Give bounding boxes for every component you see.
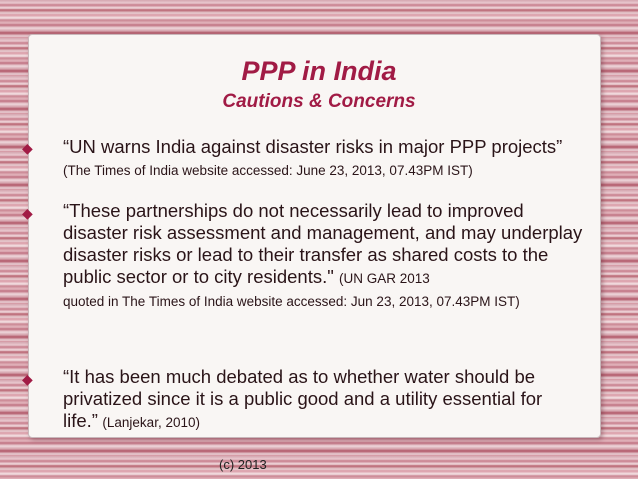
- bullet-2-quote-block: [63, 200, 583, 289]
- bullet-2-quote: “These partnerships do not necessarily lead to improved disaster risk assessment and management, and may underplay disaster risks or lead to their transfer as shared costs to the public sector or to city residents.": [63, 200, 583, 287]
- bullet-diamond-icon: ◆: [22, 205, 33, 221]
- bullet-1: [63, 136, 598, 181]
- bullet-2: [63, 200, 583, 312]
- bullet-diamond-icon: ◆: [22, 140, 33, 156]
- slide-title: PPP in India: [241, 56, 397, 86]
- bullet-3: [63, 366, 568, 433]
- bullet-3-quote: “It has been much debated as to whether water should be privatized since it is a public good and a utility essential for life.”: [63, 366, 543, 431]
- bullet-2-source: quoted in The Times of India website accessed: Jun 23, 2013, 07.43PM IST): [63, 294, 520, 309]
- bullet-3-source: (Lanjekar, 2010): [102, 415, 200, 430]
- slide-subtitle: Cautions & Concerns: [222, 91, 416, 112]
- footer-copyright: (c) 2013: [219, 457, 267, 472]
- bullet-1-source: (The Times of India website accessed: June 23, 2013, 07.43PM IST): [63, 163, 473, 178]
- bullet-1-quote: “UN warns India against disaster risks in major PPP projects”: [63, 136, 563, 157]
- bullet-2-source-lead: (UN GAR 2013: [338, 271, 430, 286]
- bullet-diamond-icon: ◆: [22, 371, 33, 387]
